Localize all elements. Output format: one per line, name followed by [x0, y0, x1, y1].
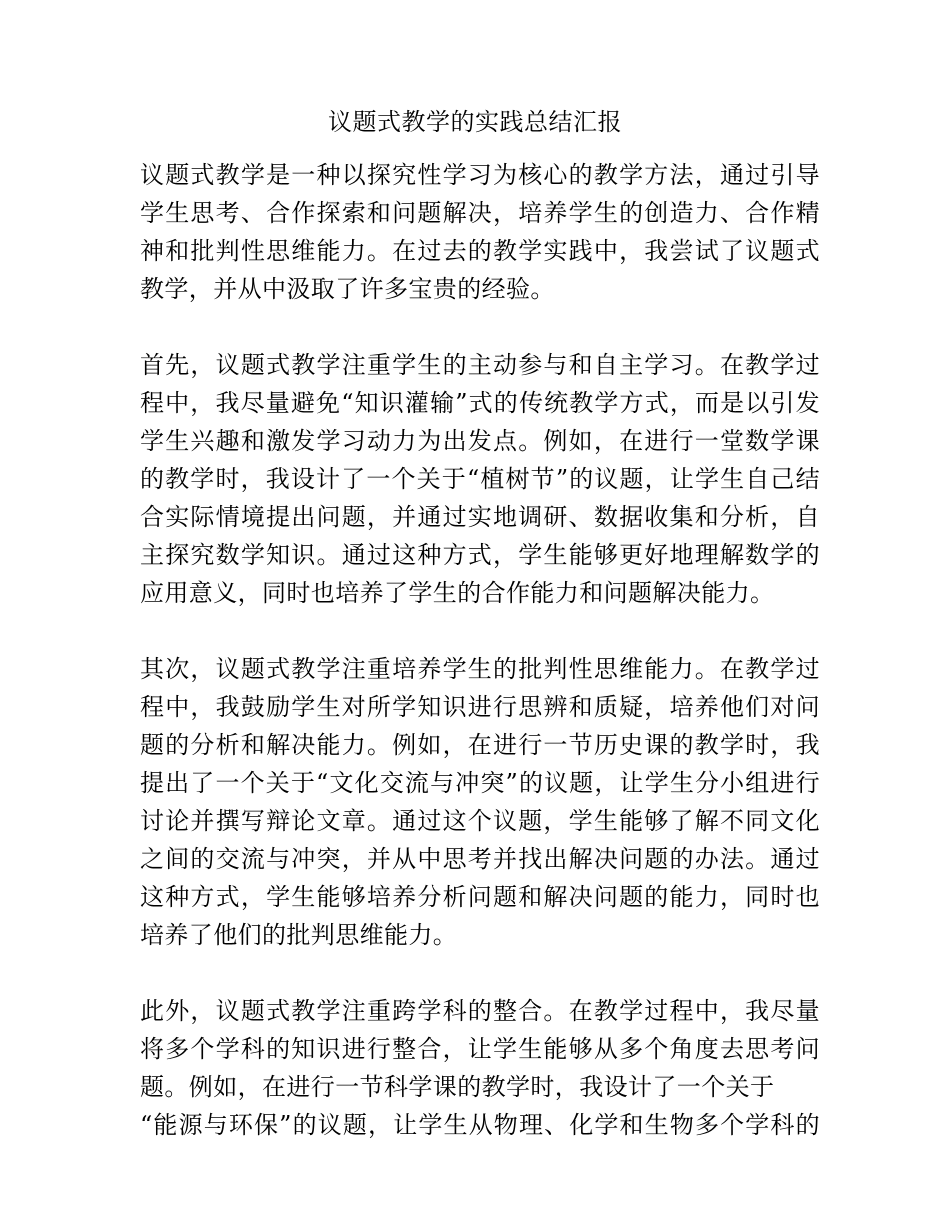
paragraph-line: “能源与环保”的议题，让学生从物理、化学和生物多个学科的 [140, 1111, 820, 1139]
paragraph-line: 此外，议题式教学注重跨学科的整合。在教学过程中，我尽量 [140, 997, 820, 1025]
paragraph-line: 合实际情境提出问题，并通过实地调研、数据收集和分析，自 [140, 503, 820, 531]
paragraph-line: 其次，议题式教学注重培养学生的批判性思维能力。在教学过 [140, 655, 820, 683]
paragraph-line: 主探究数学知识。通过这种方式，学生能够更好地理解数学的 [140, 541, 820, 569]
paragraph-line: 培养了他们的批判思维能力。 [140, 921, 458, 949]
paragraph-line: 将多个学科的知识进行整合，让学生能够从多个角度去思考问 [140, 1035, 820, 1063]
paragraph-line: 题的分析和解决能力。例如，在进行一节历史课的教学时，我 [140, 731, 820, 759]
paragraph-line: 讨论并撰写辩论文章。通过这个议题，学生能够了解不同文化 [140, 807, 820, 835]
paragraph-line: 神和批判性思维能力。在过去的教学实践中，我尝试了议题式 [140, 237, 820, 265]
paragraph-line: 学生思考、合作探索和问题解决，培养学生的创造力、合作精 [140, 199, 820, 227]
document-title: 议题式教学的实践总结汇报 [328, 108, 622, 136]
paragraph-line: 题。例如，在进行一节科学课的教学时，我设计了一个关于 [140, 1073, 775, 1101]
paragraph-line: 之间的交流与冲突，并从中思考并找出解决问题的办法。通过 [140, 845, 820, 873]
paragraph-line: 应用意义，同时也培养了学生的合作能力和问题解决能力。 [140, 579, 775, 607]
paragraph-line: 学生兴趣和激发学习动力为出发点。例如，在进行一堂数学课 [140, 427, 820, 455]
paragraph-3 [140, 650, 820, 954]
paragraph-line: 程中，我尽量避免“知识灌输”式的传统教学方式，而是以引发 [140, 389, 820, 417]
paragraph-line: 教学，并从中汲取了许多宝贵的经验。 [140, 275, 555, 303]
paragraph-line: 的教学时，我设计了一个关于“植树节”的议题，让学生自己结 [140, 465, 820, 493]
paragraph-line: 这种方式，学生能够培养分析问题和解决问题的能力，同时也 [140, 883, 820, 911]
paragraph-line: 首先，议题式教学注重学生的主动参与和自主学习。在教学过 [140, 351, 820, 379]
paragraph-1 [140, 156, 820, 308]
paragraph-4 [140, 992, 820, 1144]
document-body [140, 156, 820, 1182]
paragraph-line: 程中，我鼓励学生对所学知识进行思辨和质疑，培养他们对问 [140, 693, 820, 721]
paragraph-line: 提出了一个关于“文化交流与冲突”的议题，让学生分小组进行 [140, 769, 820, 797]
paragraph-2 [140, 346, 820, 612]
paragraph-line: 议题式教学是一种以探究性学习为核心的教学方法，通过引导 [140, 161, 820, 189]
